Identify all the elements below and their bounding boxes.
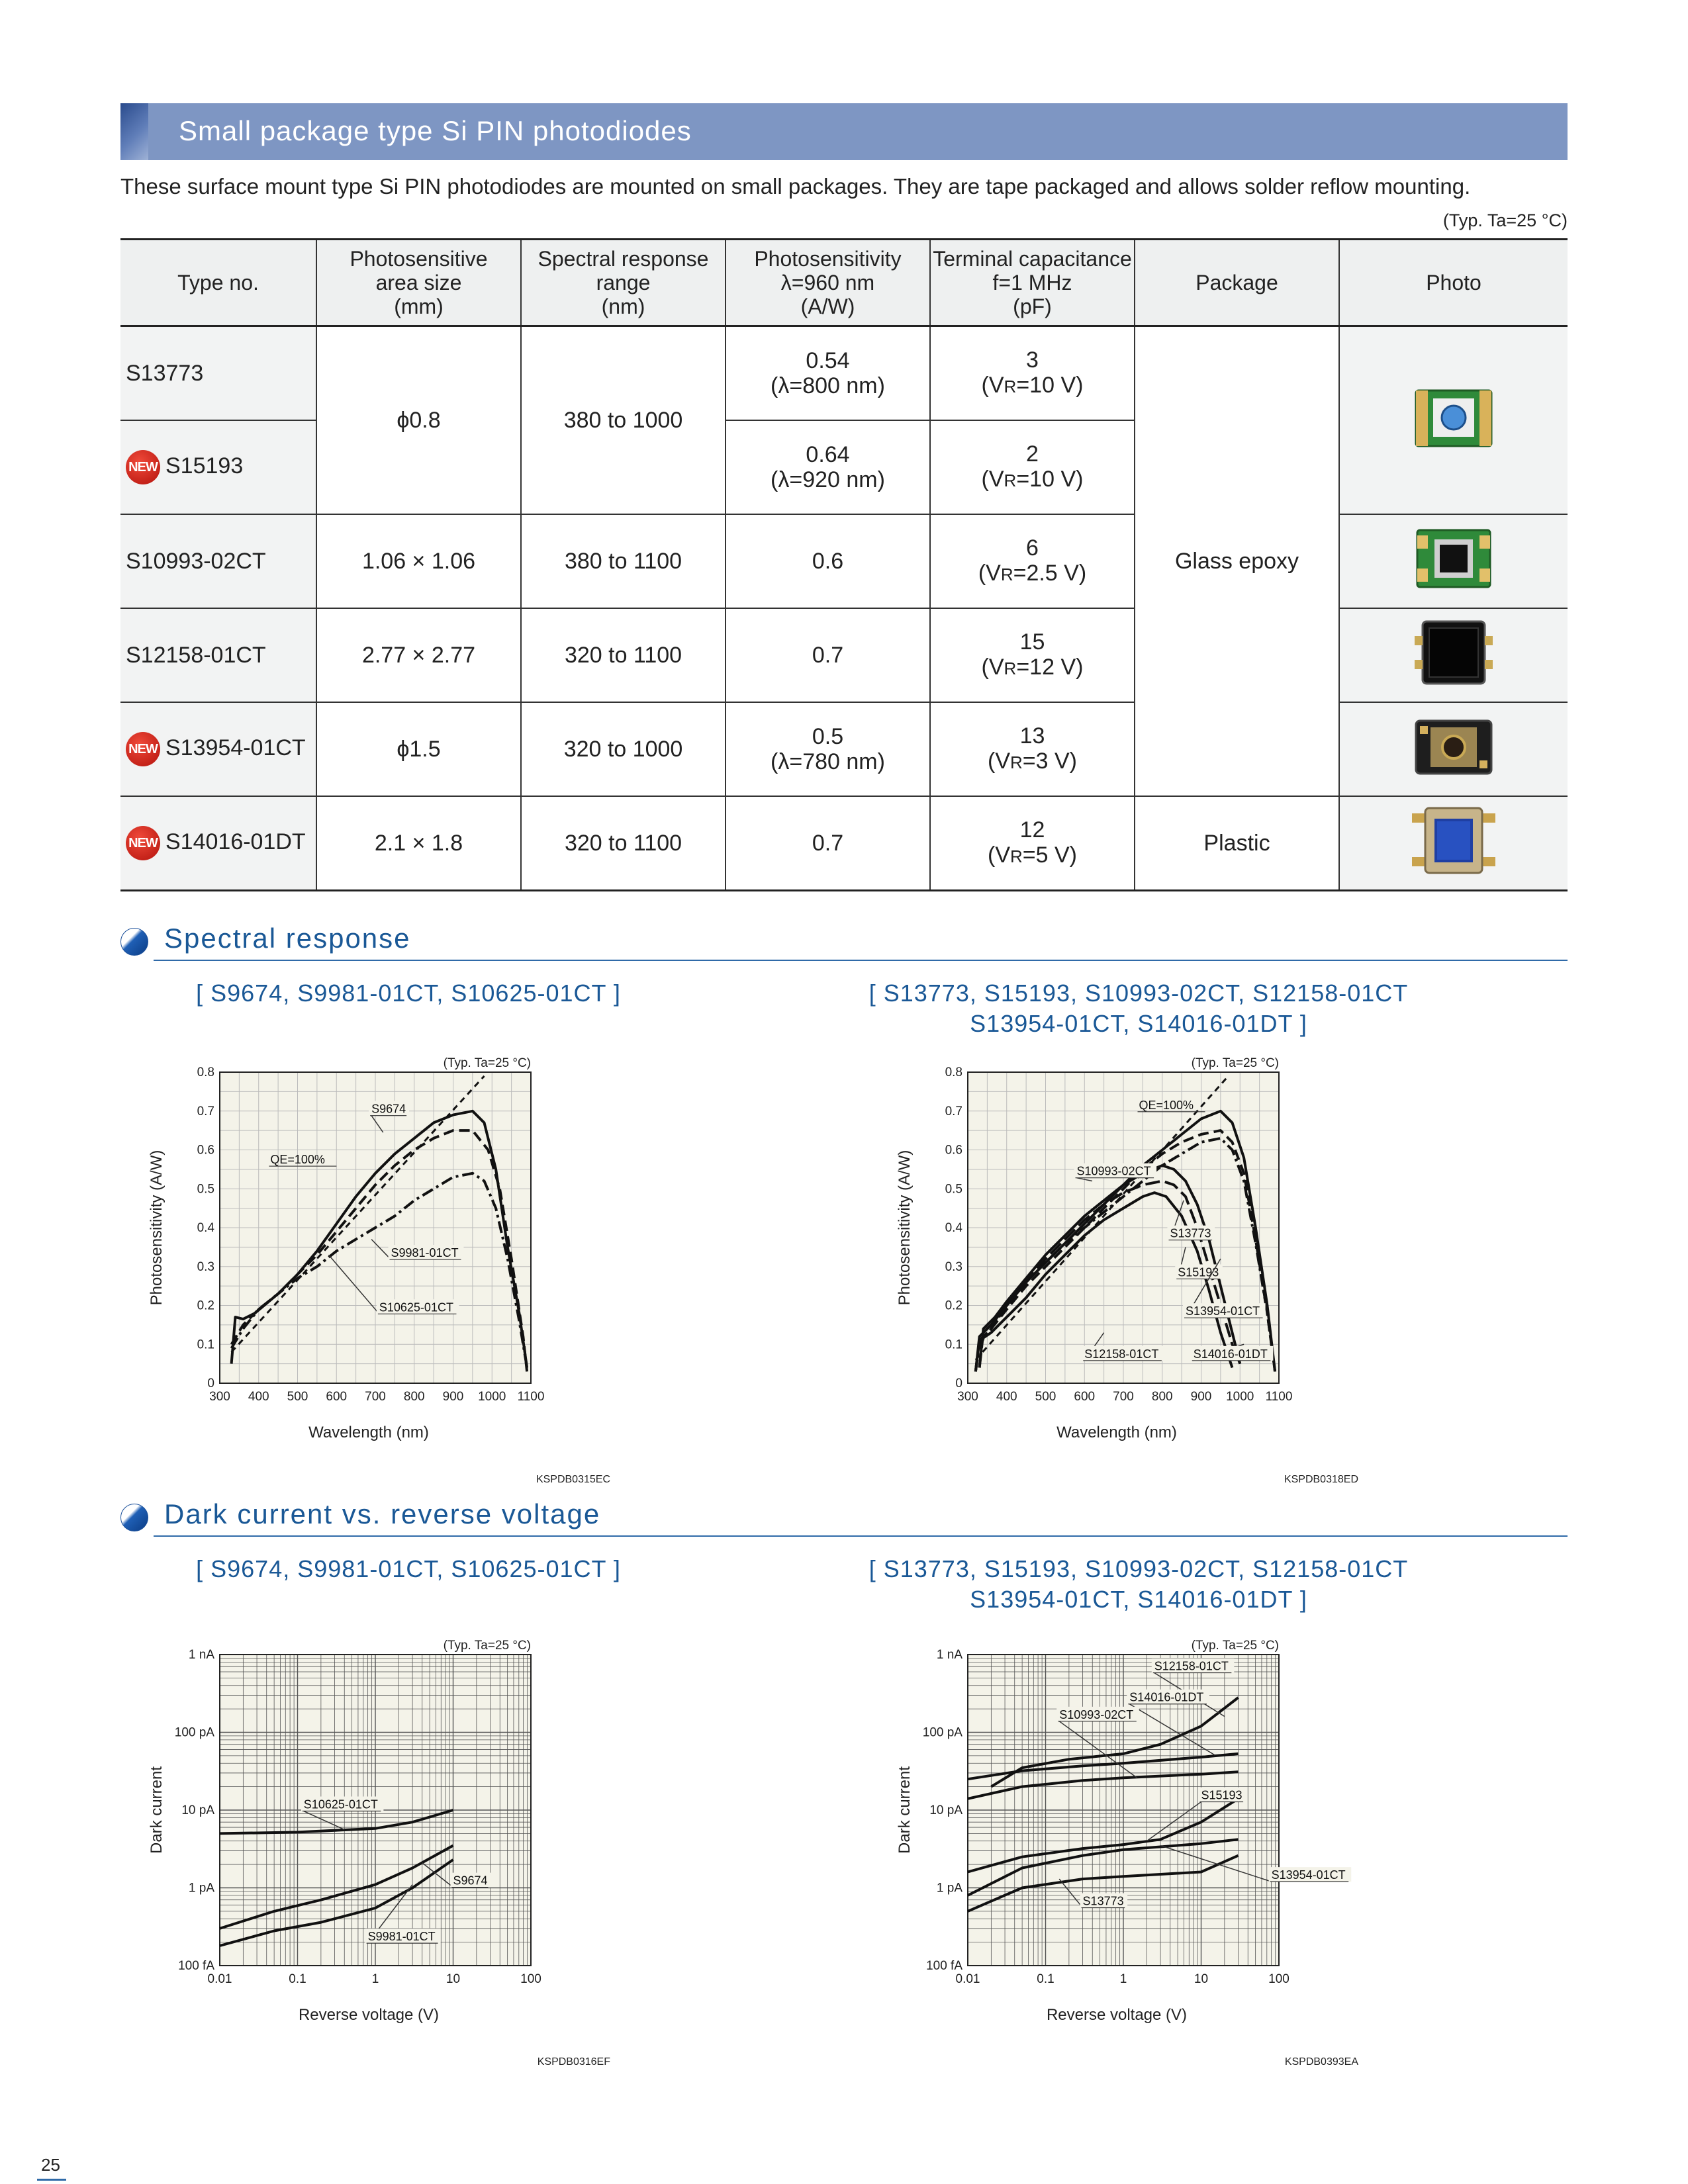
section-bullet-icon <box>120 1504 148 1531</box>
capacitance-cell: 3 (VR=10 V) <box>930 326 1135 421</box>
x-axis-label: Wavelength (nm) <box>1056 1424 1177 1441</box>
y-tick-label: 1 pA <box>936 1881 962 1895</box>
intro-paragraph: These surface mount type Si PIN photodiodes are mounted on small packages. They are tape packaged and allows solder reflow mounting. <box>120 174 1471 199</box>
x-tick-label: 1 <box>1119 1972 1127 1986</box>
y-tick-label: 0.3 <box>945 1259 962 1274</box>
x-tick-label: 400 <box>248 1390 269 1404</box>
x-tick-label: 600 <box>326 1390 348 1404</box>
spectral-chart-left <box>132 1039 635 1482</box>
series-label: S12158-01CT <box>1154 1659 1229 1673</box>
chart-title-left: [ S9674, S9981-01CT, S10625-01CT ] <box>196 979 621 1007</box>
x-tick-label: 100 <box>520 1972 541 1986</box>
series-label: QE=100% <box>1139 1098 1194 1112</box>
col-header-package: Package <box>1135 240 1339 326</box>
photo-cell <box>1339 702 1568 796</box>
series-label: S13773 <box>1170 1226 1211 1240</box>
chip-photo <box>1411 804 1497 877</box>
y-tick-label: 100 fA <box>178 1959 214 1973</box>
area-cell: 1.06 × 1.06 <box>316 514 521 608</box>
area-cell: ϕ0.8 <box>316 326 521 515</box>
x-tick-label: 900 <box>442 1390 464 1404</box>
capacitance-cell: 2 (VR=10 V) <box>930 420 1135 514</box>
range-cell: 320 to 1000 <box>521 702 726 796</box>
col-header-photo: Photo <box>1339 240 1568 326</box>
y-tick-label: 0.2 <box>945 1298 962 1313</box>
x-tick-label: 800 <box>403 1390 425 1404</box>
y-axis-label: Dark current <box>896 1766 914 1854</box>
type-cell: S13773 <box>120 326 316 421</box>
x-tick-label: 400 <box>996 1390 1017 1404</box>
y-tick-label: 0 <box>955 1377 962 1390</box>
y-tick-label: 0.8 <box>197 1066 214 1079</box>
y-axis-label: Photosensitivity (A/W) <box>148 1150 165 1306</box>
y-tick-label: 10 pA <box>181 1803 214 1817</box>
product-table <box>120 238 1568 891</box>
section-title-dark: Dark current vs. reverse voltage <box>164 1498 601 1529</box>
col-header-capacitance: Terminal capacitance f=1 MHz (pF) <box>930 240 1135 326</box>
y-tick-label: 0.5 <box>945 1182 962 1197</box>
new-badge-icon: NEW <box>126 450 160 484</box>
x-tick-label: 700 <box>1113 1390 1134 1404</box>
y-tick-label: 0.4 <box>197 1221 214 1235</box>
new-badge-icon: NEW <box>126 732 160 766</box>
x-tick-label: 600 <box>1074 1390 1096 1404</box>
series-label: S9981-01CT <box>391 1246 459 1260</box>
y-tick-label: 1 nA <box>936 1648 962 1662</box>
y-tick-label: 0.3 <box>197 1259 214 1274</box>
typ-note: (Typ. Ta=25 °C) <box>443 1056 531 1070</box>
x-tick-label: 0.1 <box>1037 1972 1055 1986</box>
capacitance-cell: 15 (VR=12 V) <box>930 608 1135 702</box>
y-tick-label: 0.6 <box>197 1143 214 1158</box>
y-tick-label: 0.2 <box>197 1298 214 1313</box>
y-tick-label: 1 nA <box>188 1648 214 1662</box>
series-label: S12158-01CT <box>1084 1347 1159 1361</box>
package-cell: Glass epoxy <box>1135 326 1339 797</box>
page-number: 25 <box>41 2155 60 2175</box>
x-tick-label: 1 <box>371 1972 379 1986</box>
series-label: S10625-01CT <box>379 1300 453 1314</box>
type-cell: S12158-01CT <box>120 608 316 702</box>
x-tick-label: 800 <box>1151 1390 1173 1404</box>
typ-note: (Typ. Ta=25 °C) <box>1191 1056 1279 1070</box>
table-row <box>120 796 1568 891</box>
series-label: S9674 <box>371 1102 406 1116</box>
section-bullet-icon <box>120 928 148 956</box>
y-axis-label: Dark current <box>148 1766 165 1854</box>
page-number-rule <box>37 2179 66 2181</box>
table-header-row <box>120 240 1568 326</box>
photo-cell <box>1339 796 1568 891</box>
type-cell: NEW S15193 <box>120 420 316 514</box>
chip-photo <box>1411 710 1497 783</box>
series-label: S9674 <box>453 1874 488 1888</box>
x-tick-label: 0.01 <box>207 1972 232 1986</box>
x-axis-label: Reverse voltage (V) <box>298 2006 440 2024</box>
col-header-area: Photosensitive area size (mm) <box>316 240 521 326</box>
y-tick-label: 0.1 <box>945 1338 962 1352</box>
new-badge-icon: NEW <box>126 826 160 860</box>
area-cell: ϕ1.5 <box>316 702 521 796</box>
col-header-range: Spectral response range (nm) <box>521 240 726 326</box>
x-tick-label: 1100 <box>517 1390 545 1404</box>
series-label: S10993-02CT <box>1076 1164 1151 1178</box>
series-label: S13954-01CT <box>1271 1868 1346 1882</box>
section-title-spectral: Spectral response <box>164 923 411 954</box>
sensitivity-cell: 0.7 <box>726 608 930 702</box>
x-tick-label: 100 <box>1268 1972 1289 1986</box>
type-cell: S10993-02CT <box>120 514 316 608</box>
table-row <box>120 514 1568 608</box>
series-label: QE=100% <box>270 1153 325 1167</box>
x-tick-label: 900 <box>1190 1390 1212 1404</box>
typ-note: (Typ. Ta=25 °C) <box>1442 210 1568 230</box>
sensitivity-cell: 0.64 (λ=920 nm) <box>726 420 930 514</box>
type-cell: NEW S13954-01CT <box>120 702 316 796</box>
series-label: S10625-01CT <box>303 1797 378 1811</box>
sensitivity-cell: 0.5 (λ=780 nm) <box>726 702 930 796</box>
col-header-type: Type no. <box>120 240 316 326</box>
y-tick-label: 100 pA <box>922 1725 962 1740</box>
x-tick-label: 10 <box>445 1972 461 1986</box>
chip-photo <box>1411 381 1497 454</box>
y-tick-label: 100 fA <box>926 1959 962 1973</box>
figure-code: KSPDB0316EF <box>537 2056 610 2065</box>
type-cell: NEW S14016-01DT <box>120 796 316 891</box>
x-axis-label: Wavelength (nm) <box>308 1424 429 1441</box>
sensitivity-cell: 0.6 <box>726 514 930 608</box>
x-tick-label: 0.1 <box>289 1972 306 1986</box>
series-label: S10993-02CT <box>1059 1707 1134 1721</box>
chart-title-right: [ S13773, S15193, S10993-02CT, S12158-01CT S13954-01CT, S14016-01DT ] <box>868 1555 1409 1613</box>
x-tick-label: 300 <box>209 1390 230 1404</box>
y-tick-label: 0.5 <box>197 1182 214 1197</box>
section-rule <box>154 960 1568 961</box>
area-cell: 2.77 × 2.77 <box>316 608 521 702</box>
header-accent-square <box>120 103 148 160</box>
chart-title-left: [ S9674, S9981-01CT, S10625-01CT ] <box>196 1555 621 1582</box>
range-cell: 320 to 1100 <box>521 796 726 891</box>
series-label: S14016-01DT <box>1129 1690 1204 1704</box>
chip-photo <box>1411 522 1497 595</box>
range-cell: 320 to 1100 <box>521 608 726 702</box>
x-tick-label: 300 <box>957 1390 978 1404</box>
x-tick-label: 700 <box>365 1390 386 1404</box>
spectral-chart-right <box>880 1039 1383 1482</box>
figure-code: KSPDB0318ED <box>1284 1474 1358 1482</box>
y-tick-label: 0.8 <box>945 1066 962 1079</box>
y-tick-label: 0.6 <box>945 1143 962 1158</box>
sensitivity-cell: 0.7 <box>726 796 930 891</box>
chart-title-right: [ S13773, S15193, S10993-02CT, S12158-01CT S13954-01CT, S14016-01DT ] <box>868 979 1409 1037</box>
dark-current-chart-right <box>880 1621 1383 2065</box>
y-tick-label: 0 <box>207 1377 214 1390</box>
capacitance-cell: 6 (VR=2.5 V) <box>930 514 1135 608</box>
col-header-sensitivity: Photosensitivity λ=960 nm (A/W) <box>726 240 930 326</box>
series-label: S15193 <box>1201 1788 1243 1802</box>
y-axis-label: Photosensitivity (A/W) <box>896 1150 914 1306</box>
y-tick-label: 0.7 <box>197 1104 214 1118</box>
capacitance-cell: 12 (VR=5 V) <box>930 796 1135 891</box>
x-tick-label: 10 <box>1194 1972 1209 1986</box>
typ-note: (Typ. Ta=25 °C) <box>1191 1639 1279 1653</box>
package-cell: Plastic <box>1135 796 1339 891</box>
x-tick-label: 1000 <box>1226 1390 1254 1404</box>
y-tick-label: 0.4 <box>945 1221 962 1235</box>
capacitance-cell: 13 (VR=3 V) <box>930 702 1135 796</box>
photo-cell <box>1339 608 1568 702</box>
series-label: S14016-01DT <box>1193 1347 1268 1361</box>
x-tick-label: 500 <box>1035 1390 1056 1404</box>
y-tick-label: 0.1 <box>197 1338 214 1352</box>
photo-cell <box>1339 514 1568 608</box>
series-label: S13954-01CT <box>1186 1304 1260 1318</box>
dark-current-chart-left <box>132 1621 635 2065</box>
x-tick-label: 0.01 <box>955 1972 980 1986</box>
series-label: S13773 <box>1082 1894 1124 1908</box>
photo-cell <box>1339 326 1568 515</box>
sensitivity-cell: 0.54 (λ=800 nm) <box>726 326 930 421</box>
y-tick-label: 10 pA <box>929 1803 962 1817</box>
table-row <box>120 326 1568 421</box>
figure-code: KSPDB0393EA <box>1284 2056 1358 2065</box>
y-tick-label: 1 pA <box>188 1881 214 1895</box>
figure-code: KSPDB0315EC <box>536 1474 610 1482</box>
range-cell: 380 to 1000 <box>521 326 726 515</box>
series-label: S15193 <box>1178 1265 1219 1279</box>
y-tick-label: 0.7 <box>945 1104 962 1118</box>
area-cell: 2.1 × 1.8 <box>316 796 521 891</box>
range-cell: 380 to 1100 <box>521 514 726 608</box>
page-title: Small package type Si PIN photodiodes <box>179 115 692 146</box>
table-row <box>120 702 1568 796</box>
section-rule <box>154 1535 1568 1537</box>
y-tick-label: 100 pA <box>174 1725 214 1740</box>
series-label: S9981-01CT <box>367 1930 436 1944</box>
typ-note: (Typ. Ta=25 °C) <box>443 1639 531 1653</box>
x-tick-label: 1000 <box>478 1390 506 1404</box>
table-row <box>120 608 1568 702</box>
x-tick-label: 500 <box>287 1390 308 1404</box>
x-axis-label: Reverse voltage (V) <box>1046 2006 1188 2024</box>
chip-photo <box>1411 616 1497 689</box>
x-tick-label: 1100 <box>1265 1390 1293 1404</box>
